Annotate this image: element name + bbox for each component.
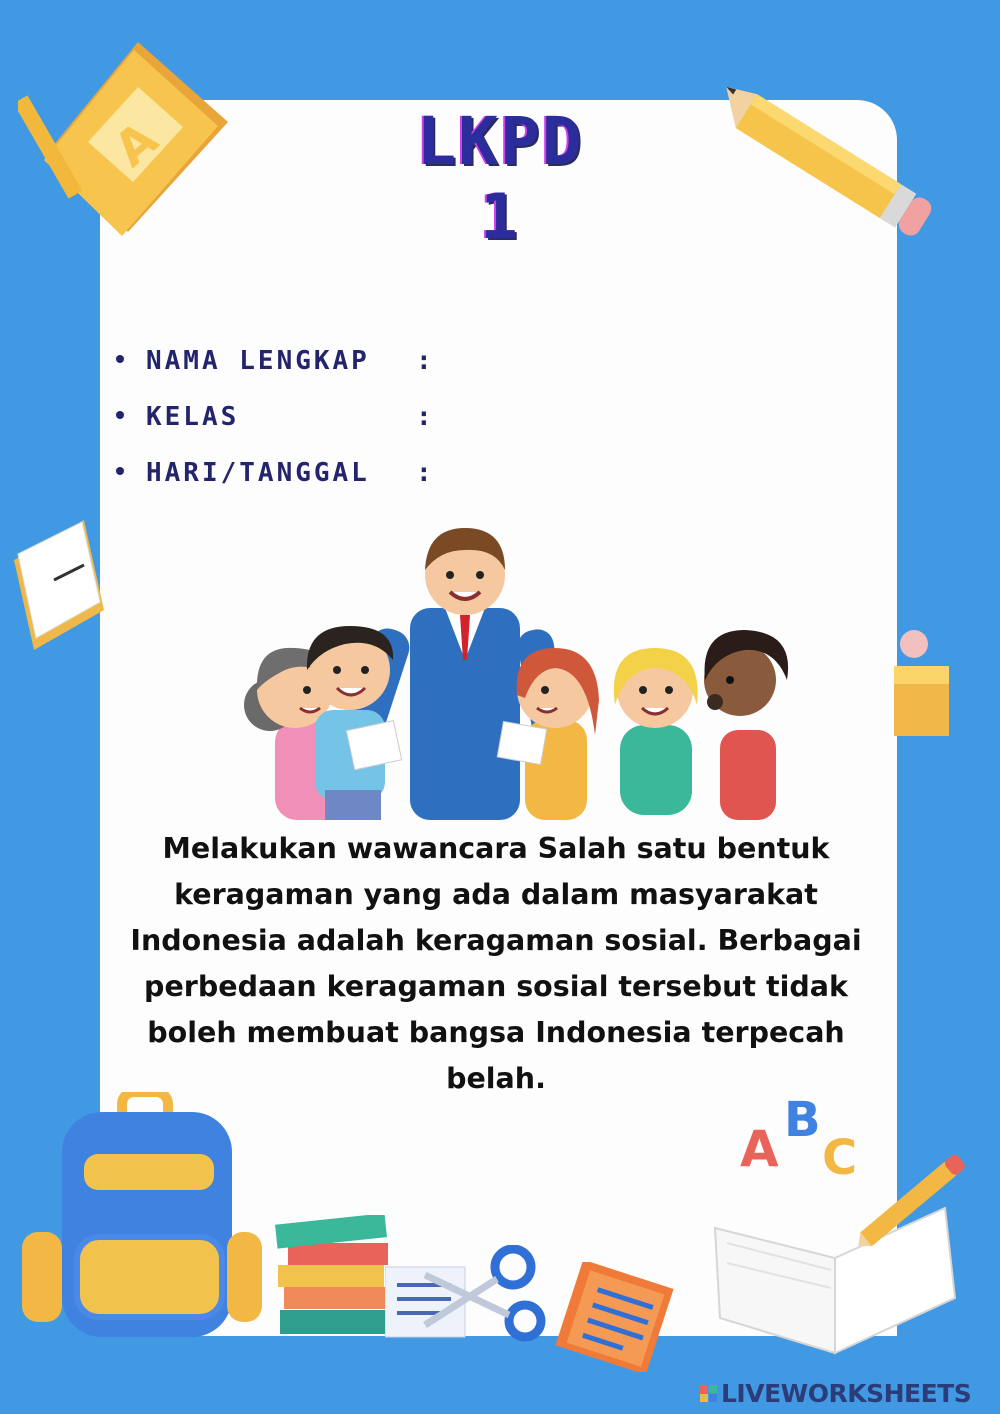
field-colon: : [416, 346, 435, 376]
field-colon: : [416, 402, 435, 432]
letter-c-icon: C [822, 1130, 858, 1186]
field-label: HARI/TANGGAL [146, 458, 370, 488]
notebook-icon [894, 626, 954, 746]
bullet-icon [116, 411, 124, 419]
passage-text: Melakukan wawancara Salah satu bentuk keragaman yang ada dalam masyarakat Indonesia adalah keragaman sosial. Berbagai perbedaan keragaman sosial tersebut tidak boleh membuat bangsa Indonesia terpecah belah. [130, 832, 862, 1095]
field-nama-lengkap [116, 342, 476, 398]
bullet-icon [116, 355, 124, 363]
student-boy-right [704, 630, 788, 820]
notebook-icon [14, 520, 104, 660]
field-colon: : [416, 458, 435, 488]
letter-a-icon: A [740, 1120, 779, 1178]
book-letter: A [103, 111, 169, 178]
notepad-icon [552, 1262, 677, 1372]
liveworksheets-watermark [700, 1376, 971, 1410]
watermark-text: LIVEWORKSHEETS [721, 1378, 972, 1408]
books-stack-icon [270, 1215, 400, 1340]
worksheet-title: LKPD [416, 103, 584, 180]
student-girl-blonde [614, 648, 698, 815]
pencil-icon [700, 78, 940, 248]
liveworksheets-logo-icon [700, 1385, 717, 1402]
field-hari-tanggal [116, 454, 476, 510]
field-label: KELAS [146, 402, 240, 432]
book-a-icon [18, 32, 233, 237]
student-info-fields [116, 342, 476, 510]
letter-b-icon: B [784, 1092, 821, 1148]
worksheet-number: 1 [480, 180, 520, 253]
backpack-icon [22, 1092, 262, 1342]
field-kelas [116, 398, 476, 454]
field-label: NAMA LENGKAP [146, 346, 370, 376]
scissors-icon [385, 1245, 550, 1345]
bullet-icon [116, 467, 124, 475]
teacher-and-students-illustration [195, 520, 815, 820]
open-book-icon [705, 1148, 975, 1358]
